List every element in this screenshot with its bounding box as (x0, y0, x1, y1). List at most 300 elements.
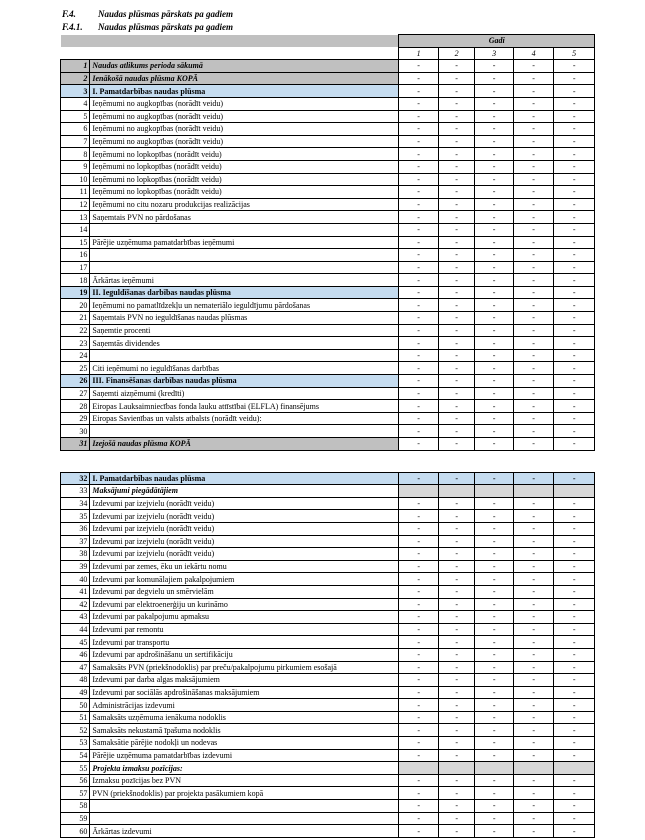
year-4-cell[interactable]: - (513, 249, 554, 262)
year-1-cell[interactable]: - (399, 387, 439, 400)
year-3-cell[interactable]: - (475, 236, 514, 249)
year-1-cell[interactable]: - (399, 186, 439, 199)
year-1-cell[interactable]: - (399, 362, 439, 375)
year-3-cell[interactable]: - (475, 286, 514, 299)
year-5-cell[interactable]: - (554, 611, 595, 624)
year-2-cell[interactable]: - (438, 825, 474, 838)
year-3-cell[interactable]: - (475, 249, 514, 262)
year-5-cell[interactable]: - (554, 510, 595, 523)
year-2-cell[interactable] (438, 762, 474, 775)
year-3-cell[interactable]: - (475, 135, 514, 148)
year-5-cell[interactable]: - (554, 711, 595, 724)
year-1-cell[interactable]: - (399, 825, 439, 838)
year-2-cell[interactable]: - (438, 585, 474, 598)
year-4-cell[interactable]: - (513, 85, 554, 98)
year-1-cell[interactable]: - (399, 72, 439, 85)
year-2-cell[interactable]: - (438, 286, 474, 299)
year-1-cell[interactable]: - (399, 674, 439, 687)
year-3-cell[interactable]: - (475, 274, 514, 287)
year-3-cell[interactable] (475, 485, 514, 498)
year-3-cell[interactable]: - (475, 211, 514, 224)
year-5-cell[interactable]: - (554, 648, 595, 661)
year-2-cell[interactable]: - (438, 312, 474, 325)
year-3-cell[interactable]: - (475, 425, 514, 438)
year-3-cell[interactable]: - (475, 362, 514, 375)
year-3-cell[interactable]: - (475, 510, 514, 523)
year-4-cell[interactable]: - (513, 60, 554, 73)
year-5-cell[interactable]: - (554, 812, 595, 825)
year-2-cell[interactable]: - (438, 812, 474, 825)
year-3-cell[interactable]: - (475, 800, 514, 813)
year-1-cell[interactable]: - (399, 400, 439, 413)
year-5-cell[interactable] (554, 762, 595, 775)
year-3-cell[interactable]: - (475, 598, 514, 611)
year-1-cell[interactable]: - (399, 774, 439, 787)
year-1-cell[interactable]: - (399, 198, 439, 211)
year-3-cell[interactable]: - (475, 400, 514, 413)
year-3-cell[interactable]: - (475, 324, 514, 337)
year-4-cell[interactable]: - (513, 186, 554, 199)
year-2-cell[interactable]: - (438, 438, 474, 451)
year-5-cell[interactable]: - (554, 585, 595, 598)
year-5-cell[interactable]: - (554, 535, 595, 548)
year-3-cell[interactable]: - (475, 686, 514, 699)
year-3-cell[interactable]: - (475, 623, 514, 636)
year-1-cell[interactable]: - (399, 812, 439, 825)
year-5-cell[interactable]: - (554, 800, 595, 813)
year-2-cell[interactable]: - (438, 648, 474, 661)
year-3-cell[interactable]: - (475, 160, 514, 173)
year-4-cell[interactable]: - (513, 160, 554, 173)
year-3-cell[interactable]: - (475, 711, 514, 724)
year-1-cell[interactable]: - (399, 97, 439, 110)
year-3-cell[interactable]: - (475, 85, 514, 98)
year-1-cell[interactable]: - (399, 173, 439, 186)
year-4-cell[interactable]: - (513, 236, 554, 249)
year-1-cell[interactable]: - (399, 425, 439, 438)
year-3-cell[interactable]: - (475, 611, 514, 624)
year-4-cell[interactable]: - (513, 438, 554, 451)
year-2-cell[interactable]: - (438, 787, 474, 800)
year-2-cell[interactable]: - (438, 337, 474, 350)
year-3-cell[interactable]: - (475, 375, 514, 388)
year-3-cell[interactable]: - (475, 548, 514, 561)
year-4-cell[interactable]: - (513, 110, 554, 123)
year-4-cell[interactable]: - (513, 412, 554, 425)
year-2-cell[interactable]: - (438, 472, 474, 485)
year-4-cell[interactable]: - (513, 362, 554, 375)
year-2-cell[interactable]: - (438, 173, 474, 186)
year-2-cell[interactable]: - (438, 60, 474, 73)
year-5-cell[interactable]: - (554, 236, 595, 249)
year-2-cell[interactable]: - (438, 135, 474, 148)
year-4-cell[interactable]: - (513, 573, 554, 586)
year-2-cell[interactable]: - (438, 686, 474, 699)
year-2-cell[interactable]: - (438, 375, 474, 388)
year-5-cell[interactable]: - (554, 337, 595, 350)
year-4-cell[interactable]: - (513, 674, 554, 687)
year-2-cell[interactable]: - (438, 97, 474, 110)
year-2-cell[interactable]: - (438, 623, 474, 636)
year-3-cell[interactable]: - (475, 173, 514, 186)
year-2-cell[interactable]: - (438, 573, 474, 586)
year-2-cell[interactable]: - (438, 148, 474, 161)
year-4-cell[interactable]: - (513, 97, 554, 110)
year-2-cell[interactable]: - (438, 774, 474, 787)
year-1-cell[interactable]: - (399, 223, 439, 236)
year-1-cell[interactable] (399, 762, 439, 775)
year-1-cell[interactable]: - (399, 249, 439, 262)
year-4-cell[interactable]: - (513, 337, 554, 350)
year-3-cell[interactable]: - (475, 497, 514, 510)
year-1-cell[interactable]: - (399, 800, 439, 813)
year-3-cell[interactable]: - (475, 472, 514, 485)
year-5-cell[interactable]: - (554, 686, 595, 699)
year-2-cell[interactable]: - (438, 324, 474, 337)
year-2-cell[interactable]: - (438, 749, 474, 762)
year-3-cell[interactable]: - (475, 72, 514, 85)
year-4-cell[interactable]: - (513, 598, 554, 611)
year-1-cell[interactable]: - (399, 648, 439, 661)
year-3-cell[interactable]: - (475, 312, 514, 325)
year-4-cell[interactable]: - (513, 510, 554, 523)
year-5-cell[interactable]: - (554, 148, 595, 161)
year-4-cell[interactable]: - (513, 787, 554, 800)
year-5-cell[interactable]: - (554, 123, 595, 136)
year-3-cell[interactable]: - (475, 535, 514, 548)
year-2-cell[interactable]: - (438, 661, 474, 674)
year-5-cell[interactable]: - (554, 425, 595, 438)
year-4-cell[interactable]: - (513, 636, 554, 649)
year-4-cell[interactable]: - (513, 497, 554, 510)
year-4-cell[interactable]: - (513, 623, 554, 636)
year-1-cell[interactable]: - (399, 699, 439, 712)
year-3-cell[interactable]: - (475, 636, 514, 649)
year-1-cell[interactable]: - (399, 261, 439, 274)
year-4-cell[interactable]: - (513, 825, 554, 838)
year-5-cell[interactable] (554, 485, 595, 498)
year-3-cell[interactable]: - (475, 699, 514, 712)
year-2-cell[interactable]: - (438, 412, 474, 425)
year-4-cell[interactable]: - (513, 661, 554, 674)
year-1-cell[interactable]: - (399, 110, 439, 123)
year-4-cell[interactable]: - (513, 686, 554, 699)
year-4-cell[interactable]: - (513, 774, 554, 787)
year-3-cell[interactable]: - (475, 737, 514, 750)
year-5-cell[interactable]: - (554, 60, 595, 73)
year-4-cell[interactable]: - (513, 211, 554, 224)
year-5-cell[interactable]: - (554, 261, 595, 274)
year-3-cell[interactable]: - (475, 438, 514, 451)
year-4-cell[interactable]: - (513, 800, 554, 813)
year-4-cell[interactable]: - (513, 72, 554, 85)
year-3-cell[interactable]: - (475, 110, 514, 123)
year-5-cell[interactable]: - (554, 438, 595, 451)
year-4-cell[interactable]: - (513, 724, 554, 737)
year-2-cell[interactable]: - (438, 724, 474, 737)
year-2-cell[interactable]: - (438, 274, 474, 287)
year-4-cell[interactable]: - (513, 261, 554, 274)
year-1-cell[interactable]: - (399, 560, 439, 573)
year-1-cell[interactable]: - (399, 711, 439, 724)
year-2-cell[interactable]: - (438, 223, 474, 236)
year-4-cell[interactable]: - (513, 699, 554, 712)
year-5-cell[interactable]: - (554, 548, 595, 561)
year-2-cell[interactable]: - (438, 211, 474, 224)
year-3-cell[interactable]: - (475, 148, 514, 161)
year-1-cell[interactable]: - (399, 724, 439, 737)
year-5-cell[interactable]: - (554, 560, 595, 573)
year-3-cell[interactable]: - (475, 825, 514, 838)
year-2-cell[interactable]: - (438, 249, 474, 262)
year-4-cell[interactable]: - (513, 711, 554, 724)
year-2-cell[interactable]: - (438, 560, 474, 573)
year-5-cell[interactable]: - (554, 274, 595, 287)
year-4-cell[interactable]: - (513, 349, 554, 362)
year-2-cell[interactable]: - (438, 711, 474, 724)
year-3-cell[interactable]: - (475, 724, 514, 737)
year-3-cell[interactable]: - (475, 648, 514, 661)
year-5-cell[interactable]: - (554, 387, 595, 400)
year-3-cell[interactable]: - (475, 560, 514, 573)
year-1-cell[interactable]: - (399, 548, 439, 561)
year-5-cell[interactable]: - (554, 249, 595, 262)
year-4-cell[interactable]: - (513, 286, 554, 299)
year-4-cell[interactable]: - (513, 548, 554, 561)
year-3-cell[interactable]: - (475, 299, 514, 312)
year-5-cell[interactable]: - (554, 173, 595, 186)
year-3-cell[interactable]: - (475, 774, 514, 787)
year-1-cell[interactable]: - (399, 535, 439, 548)
year-3-cell[interactable]: - (475, 198, 514, 211)
year-4-cell[interactable]: - (513, 522, 554, 535)
year-5-cell[interactable]: - (554, 787, 595, 800)
year-5-cell[interactable]: - (554, 110, 595, 123)
year-1-cell[interactable]: - (399, 522, 439, 535)
year-1-cell[interactable]: - (399, 686, 439, 699)
year-5-cell[interactable]: - (554, 375, 595, 388)
year-5-cell[interactable]: - (554, 324, 595, 337)
year-2-cell[interactable]: - (438, 160, 474, 173)
year-4-cell[interactable]: - (513, 324, 554, 337)
year-1-cell[interactable]: - (399, 438, 439, 451)
year-5-cell[interactable]: - (554, 774, 595, 787)
year-4-cell[interactable]: - (513, 173, 554, 186)
year-4-cell[interactable]: - (513, 611, 554, 624)
year-3-cell[interactable] (475, 762, 514, 775)
year-1-cell[interactable]: - (399, 412, 439, 425)
year-5-cell[interactable]: - (554, 497, 595, 510)
year-1-cell[interactable]: - (399, 60, 439, 73)
year-3-cell[interactable]: - (475, 585, 514, 598)
year-1-cell[interactable]: - (399, 286, 439, 299)
year-1-cell[interactable]: - (399, 135, 439, 148)
year-4-cell[interactable]: - (513, 812, 554, 825)
year-3-cell[interactable]: - (475, 60, 514, 73)
year-2-cell[interactable]: - (438, 349, 474, 362)
year-4-cell[interactable]: - (513, 425, 554, 438)
year-4-cell[interactable]: - (513, 400, 554, 413)
year-4-cell[interactable]: - (513, 375, 554, 388)
year-5-cell[interactable]: - (554, 623, 595, 636)
year-2-cell[interactable]: - (438, 611, 474, 624)
year-3-cell[interactable]: - (475, 97, 514, 110)
year-5-cell[interactable]: - (554, 223, 595, 236)
year-3-cell[interactable]: - (475, 812, 514, 825)
year-5-cell[interactable]: - (554, 72, 595, 85)
year-3-cell[interactable]: - (475, 123, 514, 136)
year-5-cell[interactable]: - (554, 186, 595, 199)
year-4-cell[interactable]: - (513, 299, 554, 312)
year-2-cell[interactable]: - (438, 123, 474, 136)
year-1-cell[interactable]: - (399, 623, 439, 636)
year-4-cell[interactable]: - (513, 148, 554, 161)
year-5-cell[interactable]: - (554, 97, 595, 110)
year-5-cell[interactable]: - (554, 573, 595, 586)
year-4-cell[interactable] (513, 485, 554, 498)
year-4-cell[interactable]: - (513, 749, 554, 762)
year-1-cell[interactable]: - (399, 510, 439, 523)
year-2-cell[interactable]: - (438, 362, 474, 375)
year-5-cell[interactable]: - (554, 522, 595, 535)
year-5-cell[interactable]: - (554, 400, 595, 413)
year-2-cell[interactable]: - (438, 236, 474, 249)
year-3-cell[interactable]: - (475, 749, 514, 762)
year-1-cell[interactable] (399, 485, 439, 498)
year-5-cell[interactable]: - (554, 699, 595, 712)
year-5-cell[interactable]: - (554, 299, 595, 312)
year-1-cell[interactable]: - (399, 148, 439, 161)
year-4-cell[interactable]: - (513, 274, 554, 287)
year-1-cell[interactable]: - (399, 324, 439, 337)
year-4-cell[interactable]: - (513, 535, 554, 548)
year-2-cell[interactable]: - (438, 198, 474, 211)
year-5-cell[interactable]: - (554, 412, 595, 425)
year-1-cell[interactable]: - (399, 737, 439, 750)
year-5-cell[interactable]: - (554, 312, 595, 325)
year-4-cell[interactable] (513, 762, 554, 775)
year-3-cell[interactable]: - (475, 412, 514, 425)
year-1-cell[interactable]: - (399, 236, 439, 249)
year-2-cell[interactable]: - (438, 497, 474, 510)
year-1-cell[interactable]: - (399, 585, 439, 598)
year-3-cell[interactable]: - (475, 186, 514, 199)
year-2-cell[interactable]: - (438, 636, 474, 649)
year-4-cell[interactable]: - (513, 387, 554, 400)
year-4-cell[interactable]: - (513, 312, 554, 325)
year-5-cell[interactable]: - (554, 286, 595, 299)
year-5-cell[interactable]: - (554, 349, 595, 362)
year-2-cell[interactable]: - (438, 699, 474, 712)
year-4-cell[interactable]: - (513, 198, 554, 211)
year-2-cell[interactable]: - (438, 72, 474, 85)
year-1-cell[interactable]: - (399, 661, 439, 674)
year-5-cell[interactable]: - (554, 737, 595, 750)
year-4-cell[interactable]: - (513, 135, 554, 148)
year-2-cell[interactable]: - (438, 674, 474, 687)
year-1-cell[interactable]: - (399, 299, 439, 312)
year-1-cell[interactable]: - (399, 160, 439, 173)
year-4-cell[interactable]: - (513, 737, 554, 750)
year-1-cell[interactable]: - (399, 598, 439, 611)
year-5-cell[interactable]: - (554, 362, 595, 375)
year-3-cell[interactable]: - (475, 661, 514, 674)
year-5-cell[interactable]: - (554, 198, 595, 211)
year-5-cell[interactable]: - (554, 85, 595, 98)
year-2-cell[interactable]: - (438, 261, 474, 274)
year-4-cell[interactable]: - (513, 585, 554, 598)
year-2-cell[interactable]: - (438, 186, 474, 199)
year-1-cell[interactable]: - (399, 636, 439, 649)
year-3-cell[interactable]: - (475, 349, 514, 362)
year-2-cell[interactable] (438, 485, 474, 498)
year-5-cell[interactable]: - (554, 661, 595, 674)
year-1-cell[interactable]: - (399, 573, 439, 586)
year-4-cell[interactable]: - (513, 472, 554, 485)
year-5-cell[interactable]: - (554, 598, 595, 611)
year-2-cell[interactable]: - (438, 387, 474, 400)
year-1-cell[interactable]: - (399, 123, 439, 136)
year-2-cell[interactable]: - (438, 110, 474, 123)
year-1-cell[interactable]: - (399, 274, 439, 287)
year-5-cell[interactable]: - (554, 160, 595, 173)
year-2-cell[interactable]: - (438, 800, 474, 813)
year-5-cell[interactable]: - (554, 825, 595, 838)
year-3-cell[interactable]: - (475, 337, 514, 350)
year-3-cell[interactable]: - (475, 522, 514, 535)
year-2-cell[interactable]: - (438, 85, 474, 98)
year-5-cell[interactable]: - (554, 135, 595, 148)
year-5-cell[interactable]: - (554, 211, 595, 224)
year-1-cell[interactable]: - (399, 749, 439, 762)
year-1-cell[interactable]: - (399, 375, 439, 388)
year-5-cell[interactable]: - (554, 636, 595, 649)
year-2-cell[interactable]: - (438, 425, 474, 438)
year-5-cell[interactable]: - (554, 472, 595, 485)
year-2-cell[interactable]: - (438, 522, 474, 535)
year-2-cell[interactable]: - (438, 548, 474, 561)
year-1-cell[interactable]: - (399, 337, 439, 350)
year-3-cell[interactable]: - (475, 261, 514, 274)
year-2-cell[interactable]: - (438, 400, 474, 413)
year-2-cell[interactable]: - (438, 598, 474, 611)
year-4-cell[interactable]: - (513, 648, 554, 661)
year-1-cell[interactable]: - (399, 472, 439, 485)
year-1-cell[interactable]: - (399, 611, 439, 624)
year-2-cell[interactable]: - (438, 299, 474, 312)
year-3-cell[interactable]: - (475, 223, 514, 236)
year-4-cell[interactable]: - (513, 123, 554, 136)
year-1-cell[interactable]: - (399, 312, 439, 325)
year-3-cell[interactable]: - (475, 573, 514, 586)
year-4-cell[interactable]: - (513, 223, 554, 236)
year-1-cell[interactable]: - (399, 497, 439, 510)
year-2-cell[interactable]: - (438, 535, 474, 548)
year-5-cell[interactable]: - (554, 674, 595, 687)
year-4-cell[interactable]: - (513, 560, 554, 573)
year-3-cell[interactable]: - (475, 387, 514, 400)
year-1-cell[interactable]: - (399, 787, 439, 800)
year-1-cell[interactable]: - (399, 349, 439, 362)
year-2-cell[interactable]: - (438, 737, 474, 750)
year-2-cell[interactable]: - (438, 510, 474, 523)
year-3-cell[interactable]: - (475, 674, 514, 687)
year-1-cell[interactable]: - (399, 85, 439, 98)
year-5-cell[interactable]: - (554, 724, 595, 737)
year-3-cell[interactable]: - (475, 787, 514, 800)
year-5-cell[interactable]: - (554, 749, 595, 762)
year-1-cell[interactable]: - (399, 211, 439, 224)
